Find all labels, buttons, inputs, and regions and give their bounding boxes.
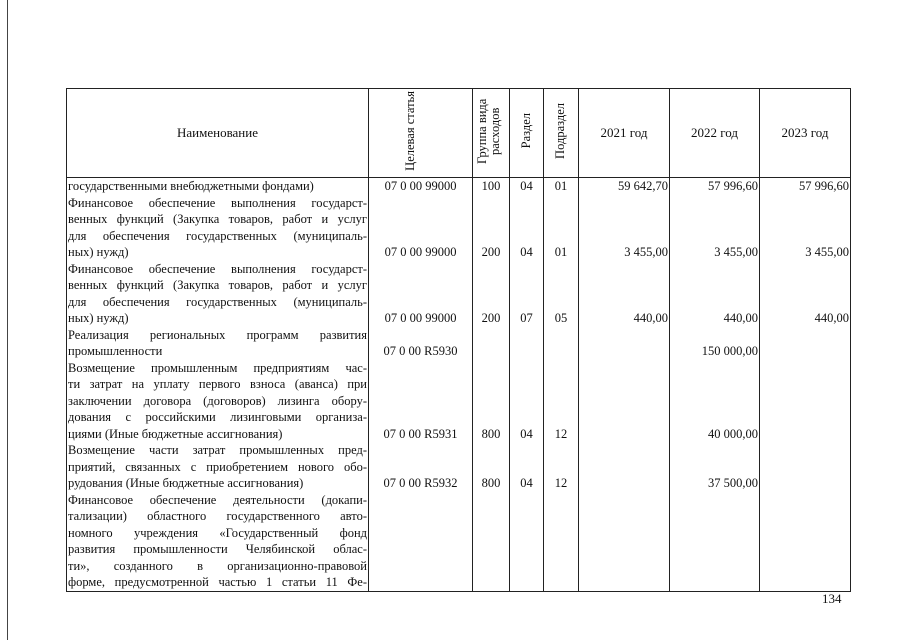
name-line: Финансовое обеспечение выполнения государст- [68,261,367,276]
cell-target-article [369,492,473,592]
name-line: развития промышленности Челябинской облас- [68,542,367,556]
cell-section [510,492,544,592]
table-header-row [67,89,851,178]
header-year-2022: 2022 год [670,89,760,178]
cell-year-2021: 59 642,70 [579,178,670,195]
cell-name [67,261,369,327]
cell-name [67,195,369,261]
cell-subsection [544,327,579,360]
name-line: ных) нужд) [68,311,129,325]
cell-year-2021: 440,00 [579,261,670,327]
cell-section: 04 [510,360,544,443]
cell-section: 04 [510,178,544,195]
table-row [67,442,851,492]
cell-year-2022: 150 000,00 [670,327,760,360]
table-row [67,261,851,327]
cell-section: 04 [510,195,544,261]
cell-year-2021: 3 455,00 [579,195,670,261]
cell-year-2022: 3 455,00 [670,195,760,261]
name-line: для обеспечения государственных (муниципаль- [68,228,367,243]
name-line: Реализация региональных программ развития [68,327,367,342]
header-section: Раздел [510,89,544,178]
table-row [67,178,851,195]
name-line: заключении договора (договоров) лизинга обору- [68,393,367,408]
table-row [67,195,851,261]
left-page-border [7,0,8,640]
cell-subsection: 12 [544,360,579,443]
cell-section [510,327,544,360]
name-line: ных) нужд) [68,245,129,259]
name-line: форме, предусмотренной частью 1 статьи 11 Фе- [68,575,367,589]
cell-target-article: 07 0 00 99000 [369,178,473,195]
cell-year-2023 [760,360,851,443]
cell-expense-group [473,492,510,592]
cell-year-2022 [670,492,760,592]
cell-year-2021 [579,327,670,360]
header-year-2023: 2023 год [760,89,851,178]
table-row [67,492,851,592]
cell-year-2023 [760,442,851,492]
cell-subsection: 12 [544,442,579,492]
cell-year-2022: 37 500,00 [670,442,760,492]
name-line: Возмещение части затрат промышленных пред- [68,443,367,457]
budget-table-container [66,88,851,592]
cell-subsection [544,492,579,592]
table-body [67,178,851,592]
cell-target-article: 07 0 00 R5931 [369,360,473,443]
header-name: Наименование [67,89,369,178]
name-line: ти», созданного в организационно-правовой [68,558,367,573]
name-line: Возмещение промышленным предприятиям час- [68,360,367,375]
cell-year-2023: 3 455,00 [760,195,851,261]
header-target-article: Целевая статья [369,89,473,178]
cell-subsection: 05 [544,261,579,327]
cell-year-2022: 40 000,00 [670,360,760,443]
cell-year-2022: 57 996,60 [670,178,760,195]
cell-target-article: 07 0 00 99000 [369,195,473,261]
cell-target-article: 07 0 00 R5932 [369,442,473,492]
header-subsection: Подраздел [544,89,579,178]
cell-target-article: 07 0 00 99000 [369,261,473,327]
cell-expense-group [473,327,510,360]
cell-expense-group: 200 [473,195,510,261]
header-expense-group: Группа вида расходов [473,89,510,178]
cell-expense-group: 800 [473,360,510,443]
name-line: ти затрат на уплату первого взноса (аванса) при [68,377,367,391]
name-line: для обеспечения государственных (муниципаль- [68,294,367,309]
cell-target-article: 07 0 00 R5930 [369,327,473,360]
cell-name [67,327,369,360]
name-line: номного учреждения «Государственный фонд [68,525,367,540]
cell-year-2023: 57 996,60 [760,178,851,195]
cell-year-2023 [760,327,851,360]
header-year-2021: 2021 год [579,89,670,178]
cell-expense-group: 100 [473,178,510,195]
cell-year-2021 [579,360,670,443]
name-line: Финансовое обеспечение выполнения государст- [68,195,367,210]
page-number: 134 [822,591,842,606]
name-line: венных функций (Закупка товаров, работ и услуг [68,212,367,226]
cell-year-2021 [579,492,670,592]
name-line: циями (Иные бюджетные ассигнования) [68,426,283,441]
table-row [67,360,851,443]
cell-name [67,360,369,443]
cell-year-2023: 440,00 [760,261,851,327]
cell-expense-group: 200 [473,261,510,327]
name-line: рудования (Иные бюджетные ассигнования) [68,476,304,490]
name-line: венных функций (Закупка товаров, работ и услуг [68,278,367,292]
cell-name [67,178,369,195]
cell-subsection: 01 [544,195,579,261]
cell-section: 07 [510,261,544,327]
cell-name [67,442,369,492]
cell-section: 04 [510,442,544,492]
table-row [67,327,851,360]
cell-year-2022: 440,00 [670,261,760,327]
cell-year-2021 [579,442,670,492]
budget-table [66,88,851,592]
name-line: приятий, связанных с приобретением нового обо- [68,459,367,474]
name-line: тализации) областного государственного авто- [68,509,367,523]
name-line: государственными внебюджетными фондами) [68,179,314,193]
name-line: дования с российскими лизинговыми организа- [68,410,367,424]
cell-year-2023 [760,492,851,592]
name-line: промышленности [68,344,163,358]
cell-expense-group: 800 [473,442,510,492]
cell-name [67,492,369,592]
cell-subsection: 01 [544,178,579,195]
name-line: Финансовое обеспечение деятельности (докапи- [68,492,367,507]
